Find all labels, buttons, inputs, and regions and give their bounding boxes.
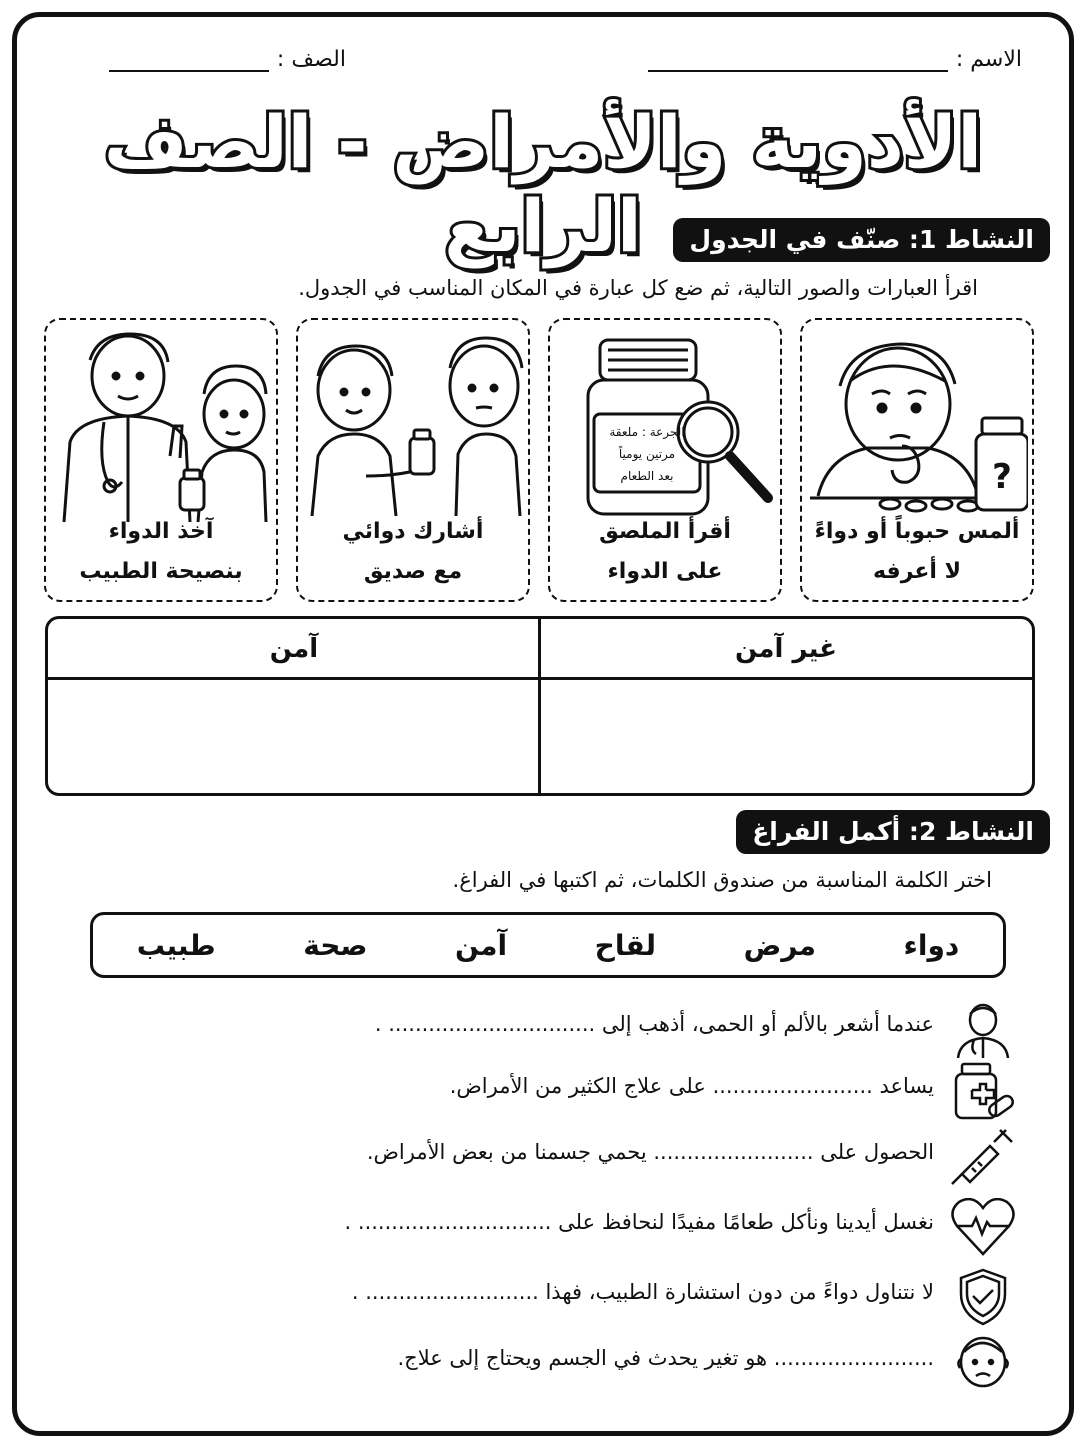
name-field [648, 46, 1022, 72]
card-line1: آخذ الدواء [108, 519, 214, 544]
grade-label: الصف : [276, 46, 346, 72]
card-line2: مع صديق [363, 559, 463, 584]
sentence-1 [0, 1000, 1086, 1058]
label-line-1: الجرعة : ملعقة [609, 425, 685, 439]
sentence-text: ........................ هو تغير يحدث في الجسم ويحتاج إلى علاج. [397, 1346, 934, 1370]
card-line2: على الدواء [607, 559, 723, 584]
question-mark: ? [992, 457, 1012, 497]
heart-pulse-icon [950, 1198, 1016, 1256]
name-label: الاسم : [955, 46, 1022, 72]
card-line1: أشارك دوائي [342, 519, 484, 544]
grade-field [109, 46, 346, 72]
word-item: آمن [454, 928, 508, 962]
card-line1: أقرأ الملصق [599, 519, 731, 544]
label-line-2: مرتين يومياً [618, 447, 676, 461]
card-line2: بنصيحة الطبيب [79, 559, 243, 584]
card-share-medicine[interactable] [296, 318, 530, 602]
card-read-label[interactable] [548, 318, 782, 602]
safe-column-header: آمن [269, 634, 319, 664]
word-item: دواء [903, 928, 960, 962]
confused-boy-pills-icon [810, 326, 1028, 526]
name-line[interactable] [648, 46, 948, 72]
activity1-instruction: اقرأ العبارات والصور التالية، ثم ضع كل عبارة في المكان المناسب في الجدول. [298, 276, 978, 300]
sick-child-icon [950, 1334, 1016, 1392]
word-item: طبيب [136, 928, 216, 962]
card-caption [550, 512, 780, 592]
sentence-text: نغسل أيدينا ونأكل طعامًا مفيدًا لنحافظ على ............................. . [344, 1210, 934, 1234]
doctor-and-boy-icon [54, 326, 272, 526]
word-item: لقاح [594, 928, 657, 962]
card-touch-unknown-pills[interactable] [800, 318, 1034, 602]
worksheet-title: الأدوية والأمراض - الصف الرابع [103, 100, 983, 268]
shield-check-icon [950, 1268, 1016, 1326]
boys-sharing-medicine-icon [306, 326, 524, 526]
word-item: مرض [743, 928, 816, 962]
syringe-icon [950, 1128, 1016, 1186]
label-line-3: بعد الطعام [620, 469, 674, 483]
sentence-text: يساعد ........................ على علاج الكثير من الأمراض. [449, 1074, 934, 1098]
activity2-tag: النشاط 2: أكمل الفراغ [736, 810, 1050, 854]
card-doctor-advice[interactable] [44, 318, 278, 602]
word-item: صحة [303, 928, 368, 962]
sentence-text: الحصول على ........................ يحمي جسمنا من بعض الأمراض. [366, 1140, 934, 1164]
sentence-2 [0, 1062, 1086, 1120]
activity2-instruction: اختر الكلمة المناسبة من صندوق الكلمات، ثم اكتبها في الفراغ. [452, 868, 992, 892]
card-line2: لا أعرفه [872, 559, 962, 584]
doctor-icon [950, 1000, 1016, 1058]
sentence-5 [0, 1268, 1086, 1326]
sentence-text: عندما أشعر بالألم أو الحمى، أذهب إلى ............................... . [374, 1012, 934, 1036]
sentence-3 [0, 1128, 1086, 1186]
unsafe-column-header: غير آمن [734, 634, 837, 664]
sentence-4 [0, 1198, 1086, 1256]
card-caption [298, 512, 528, 592]
safe-answer-cell[interactable] [48, 680, 538, 796]
grade-line[interactable] [109, 46, 269, 72]
medicine-bottle-magnifier-icon [558, 326, 776, 526]
header-fields [0, 46, 1086, 82]
unsafe-answer-cell[interactable] [535, 680, 1032, 796]
medicine-bottle-pill-icon [950, 1062, 1016, 1120]
card-caption [802, 512, 1032, 592]
activity1-tag: النشاط 1: صنّف في الجدول [673, 218, 1050, 262]
word-bank [90, 912, 1006, 978]
sort-table [45, 616, 1035, 796]
sentence-text: لا نتناول دواءً من دون استشارة الطبيب، فهذا .......................... . [351, 1280, 934, 1304]
sentence-6 [0, 1334, 1086, 1392]
card-line1: ألمس حبوباً أو دواءً [814, 519, 1020, 544]
card-caption [46, 512, 276, 592]
